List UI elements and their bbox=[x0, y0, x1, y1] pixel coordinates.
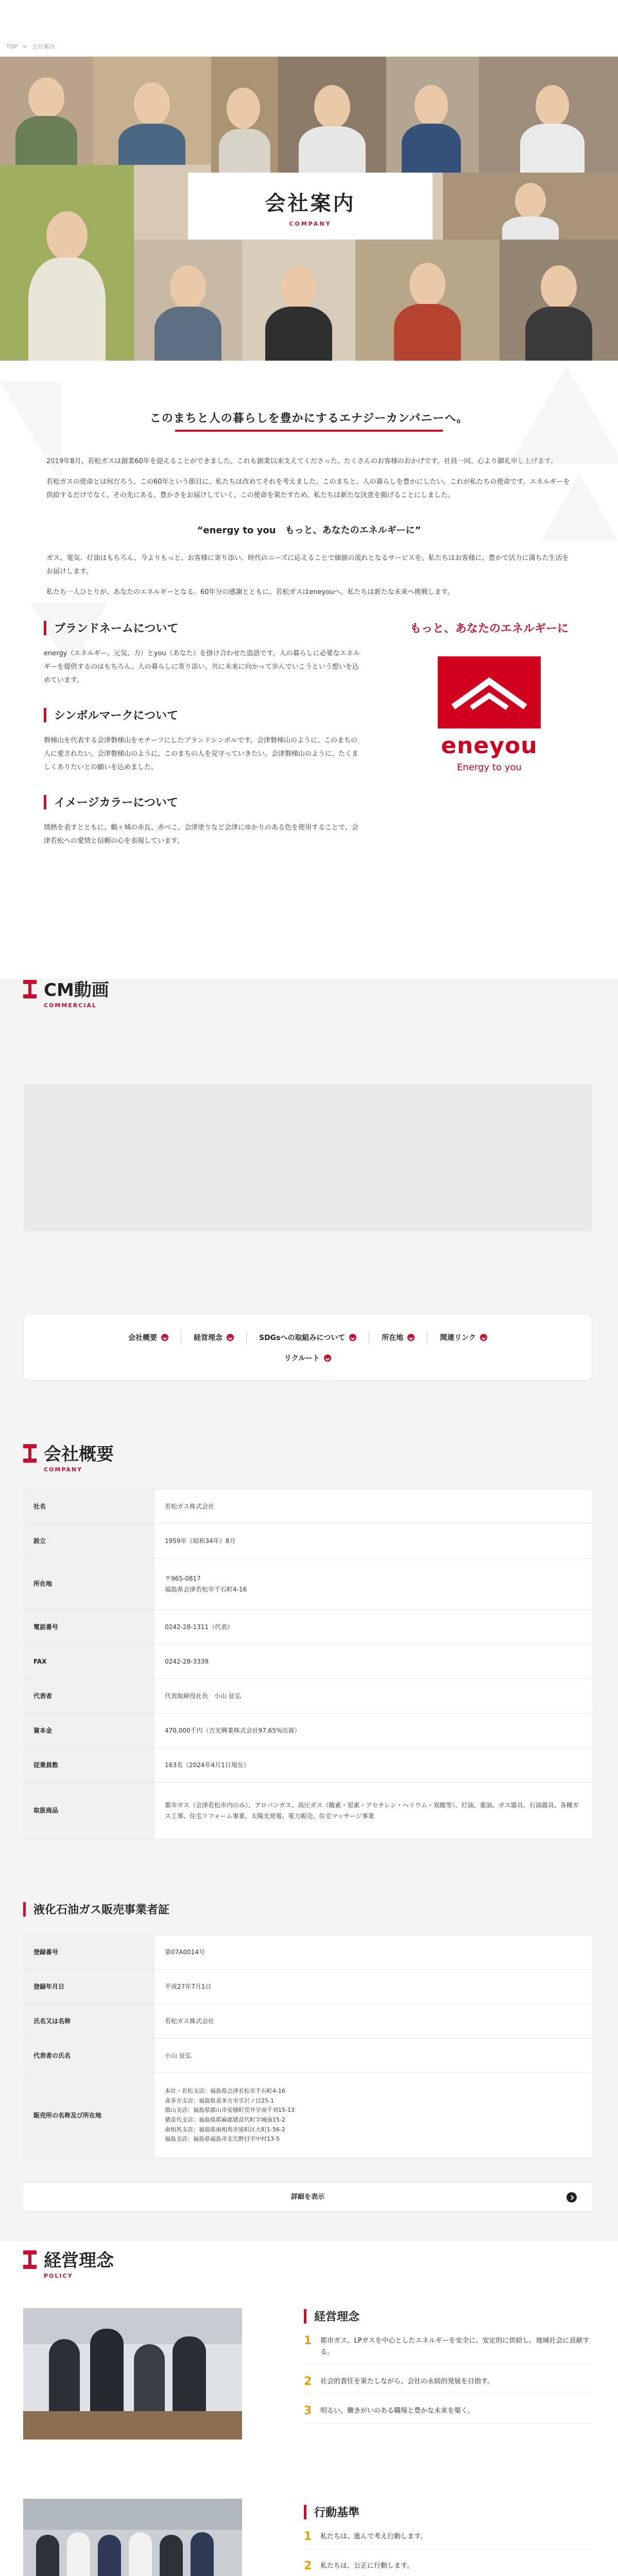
table-key: 資本金 bbox=[23, 1714, 154, 1748]
hero-photo-3 bbox=[211, 57, 278, 173]
policy-item bbox=[304, 2561, 592, 2576]
table-value: 1959年（昭和34年）8月 bbox=[154, 1524, 592, 1558]
arrow-right-icon bbox=[566, 2192, 577, 2202]
table-row bbox=[23, 1679, 592, 1714]
conduct-heading: 行動基準 bbox=[304, 2504, 592, 2520]
hero-photo-1 bbox=[0, 57, 93, 165]
show-details-label: 詳細を表示 bbox=[290, 2193, 324, 2201]
intro-paragraph: ガス、電気、灯油はもちろん、今よりもっと、お客様に寄り添い、時代のニーズに応えることで価値の流れとなるサービスを。私たちはお客様に、豊かで活力に満ちた生活をお届けします。 bbox=[46, 554, 569, 575]
table-key: 電話番号 bbox=[23, 1610, 154, 1645]
table-value: 163名（2024年4月1日現在） bbox=[154, 1748, 592, 1783]
table-row bbox=[23, 2073, 592, 2158]
policy-block-philosophy bbox=[304, 2308, 592, 2435]
table-row bbox=[23, 1970, 592, 2004]
table-value: 都市ガス（会津若松市内のみ）、プロパンガス、高圧ガス（酸素・窒素・アセチレン・ヘリウム・炭酸等）、灯油、重油、ガス器具、石油器具、各種ガス工事、住宅リフォーム事業、太陽光発電、電力販売、住宅マッサージ事業 bbox=[154, 1783, 592, 1839]
table-key: 従業員数 bbox=[23, 1748, 154, 1783]
intro-tagline: このまちと人の暮らしを豊かにするエナジーカンパニーへ。 bbox=[149, 412, 469, 425]
brand-name-heading: ブランドネームについて bbox=[44, 620, 363, 636]
policy-item-text: 私たちは、進んで考え行動します。 bbox=[320, 2533, 427, 2540]
policy-item-text: 都市ガス、LPガスを中心としたエネルギーを安全に、安定的に供給し、地域社会に貢献する。 bbox=[320, 2337, 590, 2357]
brand-lead: もっと、あなたのエネルギーに bbox=[409, 622, 569, 635]
nav-link-recruit[interactable] bbox=[272, 1351, 344, 1365]
table-key: 代表者 bbox=[23, 1679, 154, 1714]
table-key: 社名 bbox=[23, 1489, 154, 1524]
lpg-heading: 液化石油ガス販売事業者証 bbox=[23, 1901, 169, 1917]
table-row bbox=[23, 2039, 592, 2073]
policy-heading bbox=[23, 2246, 114, 2282]
energy-line: “energy to you もっと、あなたのエネルギーに” bbox=[197, 525, 421, 536]
policy-section bbox=[0, 2241, 618, 2576]
hero-photo-8 bbox=[134, 240, 242, 361]
i-mark-icon bbox=[23, 980, 37, 998]
hero-photo-2 bbox=[93, 57, 211, 165]
breadcrumb bbox=[6, 42, 58, 50]
cm-title: CM動画 bbox=[44, 980, 109, 1001]
table-row bbox=[23, 2004, 592, 2039]
intro-paragraph: 2019年8月、若松ガスは創業60年を迎えることができました。これも創業以来支えてくださった、たくさんのお客様のおかげです。社員一同、心より御礼申し上げます。 bbox=[46, 457, 557, 465]
hero-photo-10 bbox=[355, 240, 500, 361]
brand-name-body: energy（エネルギー、元気、力）とyou（あなた）を掛け合わせた造語です。人の暮らしに必要なエネルギーを提供するのはもちろん、人の暮らしに寄り添い、共に未来に向かって歩んでいこうという想いを込めています。 bbox=[44, 650, 360, 684]
hero-photo-12 bbox=[500, 240, 618, 361]
table-key: 販売所の名称及び所在地 bbox=[23, 2073, 154, 2158]
breadcrumb-current: 会社案内 bbox=[32, 43, 55, 50]
page-nav-section bbox=[0, 1267, 618, 1427]
arrow-down-icon bbox=[480, 1334, 487, 1341]
intro-paragraph: 私たち一人ひとりが、あなたのエネルギーとなる。60年分の感謝とともに、若松ガスはeneyouへ。私たちは新たな未来へ挑戦します。 bbox=[46, 588, 454, 596]
bg-triangle bbox=[0, 381, 62, 484]
table-row bbox=[23, 1645, 592, 1679]
logo-name: eneyou bbox=[441, 733, 538, 759]
nav-link-overview[interactable] bbox=[116, 1331, 181, 1344]
hero-photo-11 bbox=[443, 173, 618, 240]
policy-item bbox=[304, 2531, 592, 2549]
policy-item-number: 1 bbox=[304, 2530, 312, 2543]
policy-subtitle: POLICY bbox=[44, 2273, 73, 2279]
table-row bbox=[23, 1524, 592, 1558]
hero-photo-6 bbox=[479, 57, 618, 173]
table-row bbox=[23, 1714, 592, 1748]
nav-link-label: SDGsへの取組みについて bbox=[259, 1334, 346, 1342]
arrow-down-icon bbox=[324, 1354, 331, 1362]
policy-item bbox=[304, 2335, 592, 2365]
hero-title: 会社案内 bbox=[265, 192, 356, 215]
page-nav bbox=[23, 1314, 592, 1381]
tagline-underline bbox=[175, 430, 443, 432]
table-key: 氏名又は名称 bbox=[23, 2004, 154, 2039]
policy-block-conduct bbox=[304, 2504, 592, 2576]
arrow-down-icon bbox=[161, 1334, 168, 1341]
table-value: 代表取締役社長 小山 征弘 bbox=[154, 1679, 592, 1714]
bg-triangle bbox=[510, 366, 618, 464]
table-value: 〒965-0817 福島県会津若松市千石町4-16 bbox=[154, 1558, 592, 1610]
brand-logo-panel bbox=[404, 620, 574, 773]
show-details-button[interactable] bbox=[23, 2182, 592, 2212]
breadcrumb-separator: > bbox=[22, 43, 27, 50]
table-row bbox=[23, 1558, 592, 1610]
table-value: 小山 征弘 bbox=[154, 2039, 592, 2073]
overview-section bbox=[0, 1427, 618, 2241]
table-value: 第07A0014号 bbox=[154, 1935, 592, 1970]
table-value: 0242-28-1311（代表） bbox=[154, 1610, 592, 1645]
policy-item-number: 1 bbox=[304, 2334, 312, 2347]
table-value: 若松ガス株式会社 bbox=[154, 1489, 592, 1524]
policy-item bbox=[304, 2405, 592, 2424]
company-table bbox=[23, 1489, 592, 1839]
header bbox=[0, 0, 618, 57]
intro-text bbox=[46, 455, 572, 502]
nav-link-label: 所在地 bbox=[382, 1334, 404, 1342]
table-row bbox=[23, 1783, 592, 1839]
table-value: 本社・若松支店：福島県会津若松市千石町4-16 喜多方支店：福島県喜多方市字沢ノ目25-1 郡山支店：福島県郡山市安積町荒井字南千刈15-13 猪苗代支店：福島県耶麻郡猪苗代町字城南15-2 南相馬支店：福島県南相馬市原町区大町1-56-2 福島支店：福島県福島市北矢野目字中村13-5 bbox=[154, 2073, 592, 2158]
policy-item bbox=[304, 2376, 592, 2394]
hero-collage bbox=[0, 57, 618, 361]
overview-heading bbox=[23, 1440, 114, 1476]
hero-photo-7 bbox=[0, 165, 134, 361]
hero-photo-9 bbox=[242, 240, 355, 361]
table-row bbox=[23, 1935, 592, 1970]
policy-item-text: 私たちは、公正に行動します。 bbox=[320, 2562, 414, 2570]
cm-video-player[interactable] bbox=[23, 1084, 592, 1231]
overview-title: 会社概要 bbox=[44, 1444, 114, 1465]
nav-link-label: リクルート bbox=[284, 1354, 320, 1363]
philosophy-heading: 経営理念 bbox=[304, 2308, 592, 2324]
hero-subtitle: COMPANY bbox=[289, 221, 332, 227]
table-value: 470,000千円（吉光興業株式会社97.65%出資） bbox=[154, 1714, 592, 1748]
eneyou-logo bbox=[438, 656, 541, 773]
table-key: 設立 bbox=[23, 1524, 154, 1558]
policy-item-number: 2 bbox=[304, 2560, 312, 2573]
arrow-down-icon bbox=[349, 1334, 356, 1341]
policy-photo-team bbox=[23, 2499, 242, 2576]
table-key: 代表者の氏名 bbox=[23, 2039, 154, 2073]
i-mark-icon bbox=[23, 2250, 37, 2269]
cm-subtitle: COMMERCIAL bbox=[44, 1002, 97, 1009]
cm-section bbox=[0, 979, 618, 1267]
table-row bbox=[23, 1610, 592, 1645]
table-key: 登録年月日 bbox=[23, 1970, 154, 2004]
overview-subtitle: COMPANY bbox=[44, 1466, 83, 1473]
table-key: 登録番号 bbox=[23, 1935, 154, 1970]
cm-heading bbox=[23, 976, 109, 1012]
image-color-body: 情熱を表すとともに、鶴ヶ城の赤瓦、赤べこ、会津塗りなど会津にゆかりのある色を使用することで、会津若松への愛情と信頼の心を表現しています。 bbox=[44, 824, 358, 845]
brand-section bbox=[44, 620, 574, 888]
breadcrumb-home[interactable]: TOP bbox=[6, 43, 18, 50]
table-key: 取扱商品 bbox=[23, 1783, 154, 1839]
nav-link-label: 関連リンク bbox=[440, 1334, 476, 1342]
table-value: 若松ガス株式会社 bbox=[154, 2004, 592, 2039]
symbol-mark-heading: シンボルマークについて bbox=[44, 707, 363, 723]
arrow-down-icon bbox=[407, 1334, 415, 1341]
bg-triangle bbox=[541, 474, 618, 541]
intro-text-2 bbox=[46, 552, 572, 599]
image-color-heading: イメージカラーについて bbox=[44, 794, 363, 810]
hero-photo-4 bbox=[278, 57, 386, 173]
logo-tagline: Energy to you bbox=[457, 762, 522, 773]
nav-link-policy[interactable] bbox=[181, 1331, 247, 1344]
page-nav-row bbox=[24, 1351, 592, 1365]
table-key: 所在地 bbox=[23, 1558, 154, 1610]
table-row bbox=[23, 1489, 592, 1524]
nav-link-links[interactable] bbox=[427, 1331, 500, 1344]
hero-title-box bbox=[188, 173, 433, 240]
policy-item-number: 3 bbox=[304, 2404, 312, 2418]
i-mark-icon bbox=[23, 1444, 37, 1463]
table-row bbox=[23, 1748, 592, 1783]
intro-paragraph: 若松ガスの使命とは何だろう。この60年という節目に、私たちは改めてそれを考えました。このまちと、人の暮らしを豊かにしたい。これが私たちの使命です。エネルギーを供給するだけでなく、その先にある、豊かさをお届けしていく。この使命を果たすため、私たちは新たな決意を掲げることにしました。 bbox=[46, 478, 570, 499]
policy-photo-staff bbox=[23, 2308, 242, 2439]
table-key: FAX bbox=[23, 1645, 154, 1679]
hero-photo-5 bbox=[386, 57, 479, 173]
nav-link-label: 会社概要 bbox=[128, 1334, 157, 1342]
policy-item-number: 2 bbox=[304, 2375, 312, 2388]
nav-link-office[interactable] bbox=[369, 1331, 427, 1344]
arrow-down-icon bbox=[227, 1334, 234, 1341]
table-value: 0242-28-3339 bbox=[154, 1645, 592, 1679]
nav-link-sdgs[interactable] bbox=[247, 1331, 369, 1344]
lpg-table bbox=[23, 1935, 592, 2158]
brand-descriptions bbox=[44, 620, 363, 868]
policy-item-text: 明るい、働きがいのある職場と豊かな未来を築く。 bbox=[320, 2407, 474, 2415]
policy-item-text: 社会的責任を果たしながら、会社の永続的発展を目指す。 bbox=[320, 2378, 494, 2386]
policy-title: 経営理念 bbox=[44, 2250, 114, 2271]
table-value: 平成27年7月1日 bbox=[154, 1970, 592, 2004]
nav-link-label: 経営理念 bbox=[194, 1334, 222, 1342]
mountain-icon bbox=[448, 676, 530, 712]
page-nav-row bbox=[24, 1331, 592, 1344]
symbol-mark-body: 磐梯山を代表する会津磐梯山をモチーフにしたブランドシンボルです。会津磐梯山のように、このまちの人に愛されたい。会津磐梯山のように、このまちの人を見守っていきたい。会津磐梯山のように、たくましくありたいとの願いを込めました。 bbox=[44, 737, 359, 771]
